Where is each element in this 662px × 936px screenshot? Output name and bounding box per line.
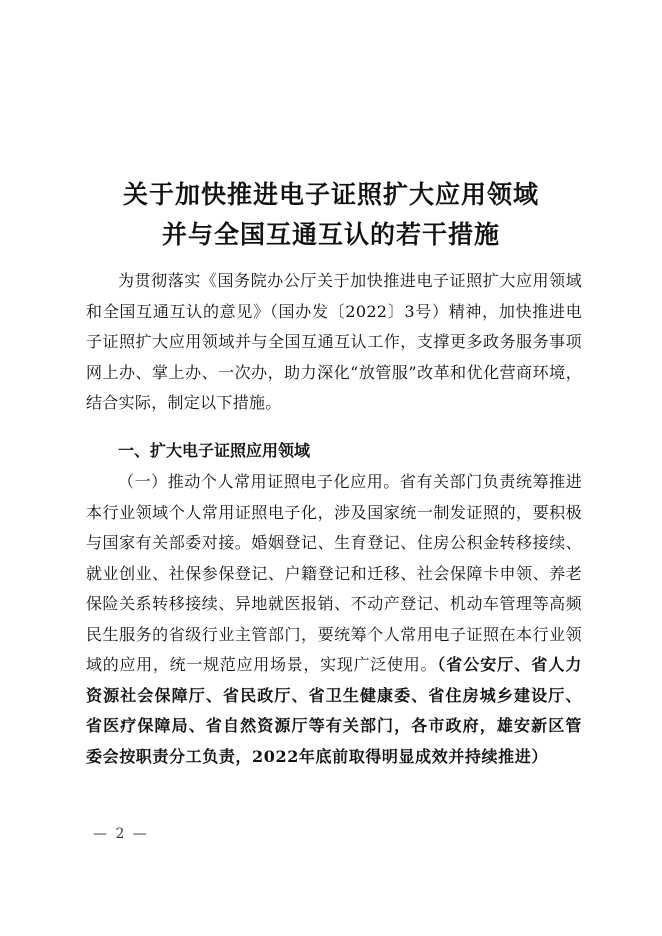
measure-paragraph-text: （一）推动个人常用证照电子化应用。省有关部门负责统筹推进本行业领域个人常用证照电子化，涉及国家统一制发证照的，要积极与国家有关部委对接。婚姻登记、生育登记、住房公积金转移接续、就业创业、社保参保登记、户籍登记和迁移、社会保障卡申领、养老保险关系转移接续、异地就医报销、不动产登记、机动车管理等高频民生服务的省级行业主管部门，要统筹个人常用电子证照在本行业领域的应用，统一规范应用场景，实现广泛使用。 bbox=[86, 472, 582, 674]
measure-paragraph bbox=[86, 467, 582, 772]
page-number: — 2 — bbox=[93, 826, 149, 842]
document-title-line-2: 并与全国互通互认的若干措施 bbox=[161, 220, 500, 249]
section-heading: 一、扩大电子证照应用领域 bbox=[118, 441, 311, 460]
document-title-line-1: 关于加快推进电子证照扩大应用领域 bbox=[122, 180, 539, 209]
intro-paragraph: 为贯彻落实《国务院办公厅关于加快推进电子证照扩大应用领域和全国互通互认的意见》（国办发〔2022〕3号）精神，加快推进电子证照扩大应用领域并与全国互通互认工作，支撑更多政务服务事项网上办、掌上办、一次办，助力深化“放管服”改革和优化营商环境，结合实际，制定以下措施。 bbox=[86, 271, 582, 412]
responsibility-note: （省公安厅、省人力资源社会保障厅、省民政厅、省卫生健康委、省住房城乡建设厅、省医疗保障局、省自然资源厅等有关部门，各市政府，雄安新区管委会按职责分工负责，2022年底前取得明显成效并持续推进） bbox=[86, 655, 582, 766]
